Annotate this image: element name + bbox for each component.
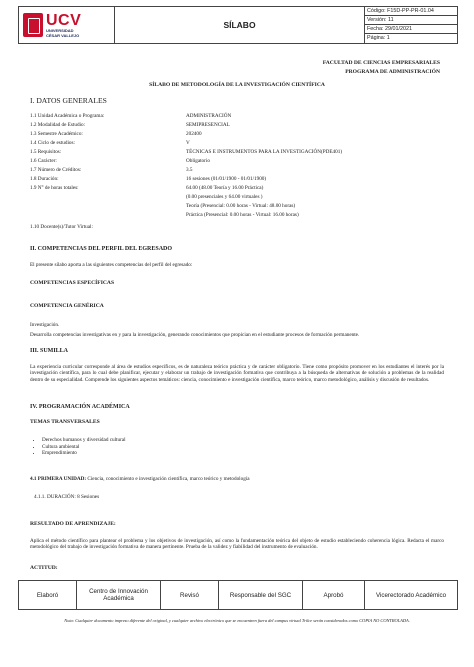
footer-note: Nota: Cualquier documento impreso diferente del original, y cualquier archivo electrónico que se encuentren fuera del campus virtual Trilce serán considerados como COPIA NO CONTROLADA. bbox=[64, 618, 410, 623]
meta-version: Versión: 11 bbox=[365, 16, 457, 25]
meta-fecha: Fecha: 29/01/2021 bbox=[365, 25, 457, 34]
resultado-text: Aplica el método científico para plantear el problema y los objetivos de investigación, así como la fundamentación teórica del objeto de estudio estableciendo coherencia lógica. Redacta el marco metodológico del trabajo de investigación formativa de manera pertinente. Prueba de la validez y fiabilidad del instrumento de evaluación. bbox=[30, 538, 444, 551]
competencia-generica-title: COMPETENCIA GENÉRICA bbox=[30, 303, 104, 309]
footer-reviso: Revisó bbox=[161, 581, 219, 609]
gen-value: 202400 bbox=[186, 131, 202, 137]
section-datos-generales: I. DATOS GENERALES bbox=[30, 96, 107, 105]
meta-pagina: Página: 1 bbox=[367, 35, 390, 41]
gen-value: 16 sesiones (01/01/1900 - 01/01/1900) bbox=[186, 176, 267, 182]
gen-value: Obligatorio bbox=[186, 158, 210, 164]
logo-cell bbox=[19, 7, 115, 43]
gen-value: SEMIPRESENCIAL bbox=[186, 122, 230, 128]
competencias-especificas-title: COMPETENCIAS ESPECÍFICAS bbox=[30, 280, 115, 286]
gen-value: Práctica (Presencial: 0.00 horas - Virtual: 16.00 horas) bbox=[186, 212, 299, 218]
gen-value: (0.00 presenciales y 64.00 virtuales ) bbox=[186, 194, 263, 200]
footer-centro: Centro de Innovación Académica bbox=[77, 581, 161, 609]
competencias-intro: El presente sílabo aporta a las siguientes competencias del perfil del egresado: bbox=[30, 262, 193, 268]
ucv-logo bbox=[23, 13, 81, 38]
gen-label: 1.5 Requisitos: bbox=[30, 149, 62, 155]
temas-transversales-title: TEMAS TRANSVERSALES bbox=[30, 419, 100, 425]
approval-footer bbox=[18, 580, 458, 610]
footer-aprobo: Aprobó bbox=[303, 581, 365, 609]
temas-list bbox=[36, 437, 126, 457]
unidad-label: 4.1 PRIMERA UNIDAD: bbox=[30, 476, 87, 482]
footer-vicerrectorado: Vicerectorado Académico bbox=[375, 591, 447, 599]
gen-value: 3.5 bbox=[186, 167, 193, 173]
logo-text: UCV bbox=[46, 11, 82, 29]
unidad-value: Ciencia, conocimiento e investigación científica, marco teórico y metodología bbox=[87, 476, 250, 482]
gen-value: V bbox=[186, 140, 190, 146]
ucv-seal-icon bbox=[23, 13, 43, 37]
section-sumilla: III. SUMILLA bbox=[30, 348, 69, 354]
list-item: • Cultura ambiental bbox=[42, 444, 126, 451]
gen-label: 1.7 Número de Créditos: bbox=[30, 167, 82, 173]
gen-label: 1.2 Modalidad de Estudio: bbox=[30, 122, 86, 128]
list-item: • Derechos humanos y diversidad cultural bbox=[42, 437, 126, 444]
gen-value: 64.00 (48.00 Teoría y 16.00 Práctica) bbox=[186, 185, 264, 191]
section-programacion: IV. PROGRAMACIÓN ACADÉMICA bbox=[30, 404, 130, 410]
gen-label: 1.10 Docente(s)/Tutor Virtual: bbox=[30, 224, 93, 230]
logo-sub1: UNIVERSIDAD bbox=[46, 27, 74, 33]
program-name: PROGRAMA DE ADMINISTRACIÓN bbox=[345, 69, 440, 75]
header-title: SÍLABO bbox=[115, 7, 365, 43]
competencia-generica-name: Investigación. bbox=[30, 322, 60, 328]
meta-codigo: Código: F15D-PP-PR-01.04 bbox=[365, 7, 457, 16]
resultado-title: RESULTADO DE APRENDIZAJE: bbox=[30, 521, 116, 527]
document-header bbox=[18, 6, 458, 44]
logo-sub2: CÉSAR VALLEJO bbox=[46, 32, 80, 38]
faculty-name: FACULTAD DE CIENCIAS EMPRESARIALES bbox=[322, 60, 440, 66]
header-meta bbox=[365, 7, 457, 43]
gen-label: 1.4 Ciclo de estudios: bbox=[30, 140, 75, 146]
gen-value: TÉCNICAS E INSTRUMENTOS PARA LA INVESTIGACIÓN(PDE401) bbox=[186, 149, 343, 155]
gen-label: 1.9 N° de horas totales: bbox=[30, 185, 79, 191]
duracion: 4.1.1. DURACIÓN: 8 Sesiones bbox=[34, 494, 100, 500]
footer-elaboro: Elaboró bbox=[19, 581, 77, 609]
sumilla-text: La experiencia curricular corresponde al área de estudios específicos, es de naturaleza teórico práctica y de carácter obligatorio. Tiene como propósito promover en los estudiantes el interés por la investigación científica, para lo cual debe planificar, ejecutar y elaborar un trabajo de investigación formativa que contribuya a la búsqueda de alternativas de solución a problemas de la realidad dentro de su especialidad. Comprende los siguientes aspectos temáticos: ciencia, conocimiento e investigación científica, marco teórico, marco metodológico, análisis y discusión de resultados. bbox=[30, 364, 444, 383]
gen-value: Teoría (Presencial: 0.00 horas - Virtual: 48.00 horas) bbox=[186, 203, 296, 209]
section-competencias: II. COMPETENCIAS DEL PERFIL DEL EGRESADO bbox=[30, 246, 173, 252]
doc-title: SÍLABO DE METODOLOGÍA DE LA INVESTIGACIÓN CIENTÍFICA bbox=[149, 82, 325, 88]
gen-label: 1.6 Carácter: bbox=[30, 158, 57, 164]
competencia-generica-desc: Desarrolla competencias investigativas en y para la investigación, generando conocimientos que propician en el estudiante procesos de formación permanente. bbox=[30, 332, 360, 338]
footer-responsable: Responsable del SGC bbox=[219, 581, 303, 609]
gen-label: 1.1 Unidad Académica o Programa: bbox=[30, 113, 105, 119]
list-item: • Emprendimiento bbox=[42, 450, 126, 457]
gen-value: ADMINISTRACIÓN bbox=[186, 113, 232, 119]
gen-label: 1.3 Semestre Académico: bbox=[30, 131, 83, 137]
actitud-title: ACTITUD: bbox=[30, 565, 58, 571]
gen-label: 1.8 Duración: bbox=[30, 176, 59, 182]
